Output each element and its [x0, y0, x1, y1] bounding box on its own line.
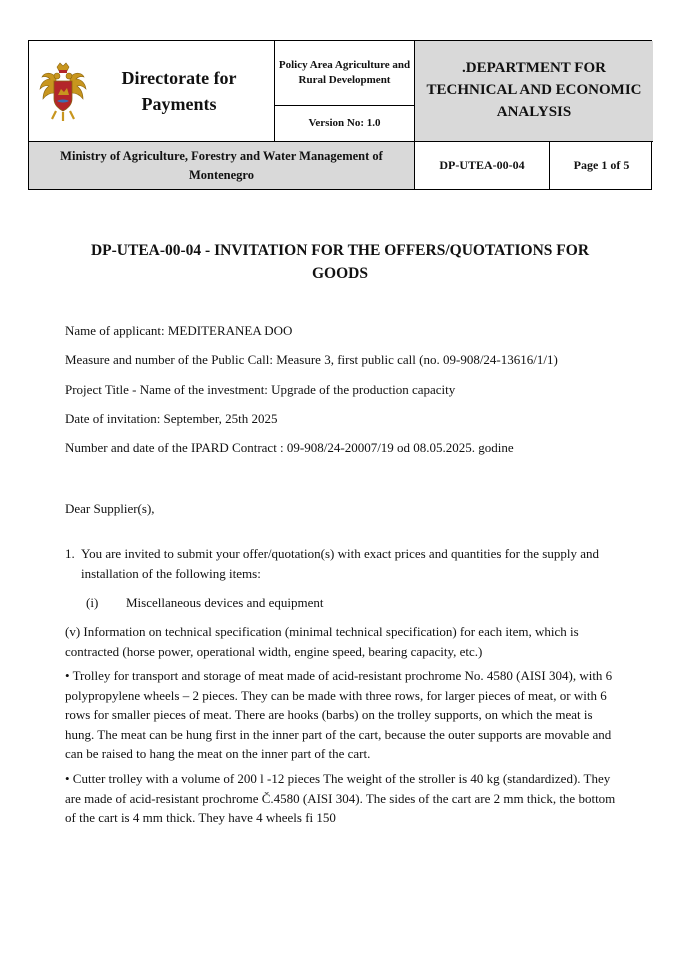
contract-field: Number and date of the IPARD Contract : 09-908/24-20007/19 od 08.05.2025. godine — [65, 440, 514, 455]
policy-area-label: Policy Area Agriculture and Rural Development — [275, 41, 414, 106]
page-number-cell — [550, 142, 653, 189]
directorate-title: Directorate for Payments — [121, 67, 237, 114]
invitation-date-field: Date of invitation: September, 25th 2025 — [65, 411, 278, 426]
document-code: DP-UTEA-00-04 — [439, 158, 525, 172]
ministry-title: Ministry of Agriculture, Forestry and Water Management of Montenegro — [60, 149, 383, 182]
specification-paragraph: (v) Information on technical specification (minimal technical specification) for each item, which is contracted (horse power, operational width, engine speed, bearing capacity, etc.) — [65, 624, 579, 659]
document-header — [28, 40, 652, 190]
montenegro-coat-of-arms-icon — [36, 61, 90, 123]
policy-area-cell — [275, 41, 415, 142]
bullet-cutter-trolley: • Cutter trolley with a volume of 200 l -12 pieces The weight of the stroller is 40 kg (standardized). They are made of acid-resistant prochrome Č.4580 (AISI 304). The sides of the cart are 2 mm thick, the bottom of the cart is 4 mm thick. They have 4 wheels fi 150 — [65, 771, 616, 825]
bullet-trolley-meat: • Trolley for transport and storage of meat made of acid-resistant prochrome No. 4580 (AISI 304), with 6 polypropylene wheels – 2 pieces. They can be made with three rows, for larger pieces of meat, or with 6 rows for smaller pieces of meat. There are hooks (barbs) on the trolley supports, on which the meat is hung. The meat can be hung first in the inner part of the cart, because the outer supports are movable and can be raised to hang the meat on the inner part of the cart. — [65, 668, 613, 761]
applicant-field: Name of applicant: MEDITERANEA DOO — [65, 323, 293, 338]
version-label: Version No: 1.0 — [308, 117, 381, 129]
document-code-cell — [415, 142, 550, 189]
department-title: .DEPARTMENT FOR TECHNICAL AND ECONOMIC ANALYSIS — [426, 60, 642, 120]
page-number: Page 1 of 5 — [573, 158, 630, 172]
sub-item-label: (i) — [86, 595, 99, 610]
salutation: Dear Supplier(s), — [65, 501, 155, 516]
ministry-cell — [29, 142, 415, 189]
sub-item-text: Miscellaneous devices and equipment — [126, 595, 324, 610]
document-title: DP-UTEA-00-04 - INVITATION FOR THE OFFERS/QUOTATIONS FOR GOODS — [90, 242, 590, 282]
measure-field: Measure and number of the Public Call: Measure 3, first public call (no. 09-908/24-13616/1/1) — [65, 352, 558, 367]
list-item-text: You are invited to submit your offer/quotation(s) with exact prices and quantities for the supply and installation of the following items: — [81, 546, 599, 581]
directorate-cell — [29, 41, 275, 142]
department-cell — [415, 41, 653, 142]
project-title-field: Project Title - Name of the investment: Upgrade of the production capacity — [65, 382, 456, 397]
list-item-number: 1. — [65, 546, 75, 561]
